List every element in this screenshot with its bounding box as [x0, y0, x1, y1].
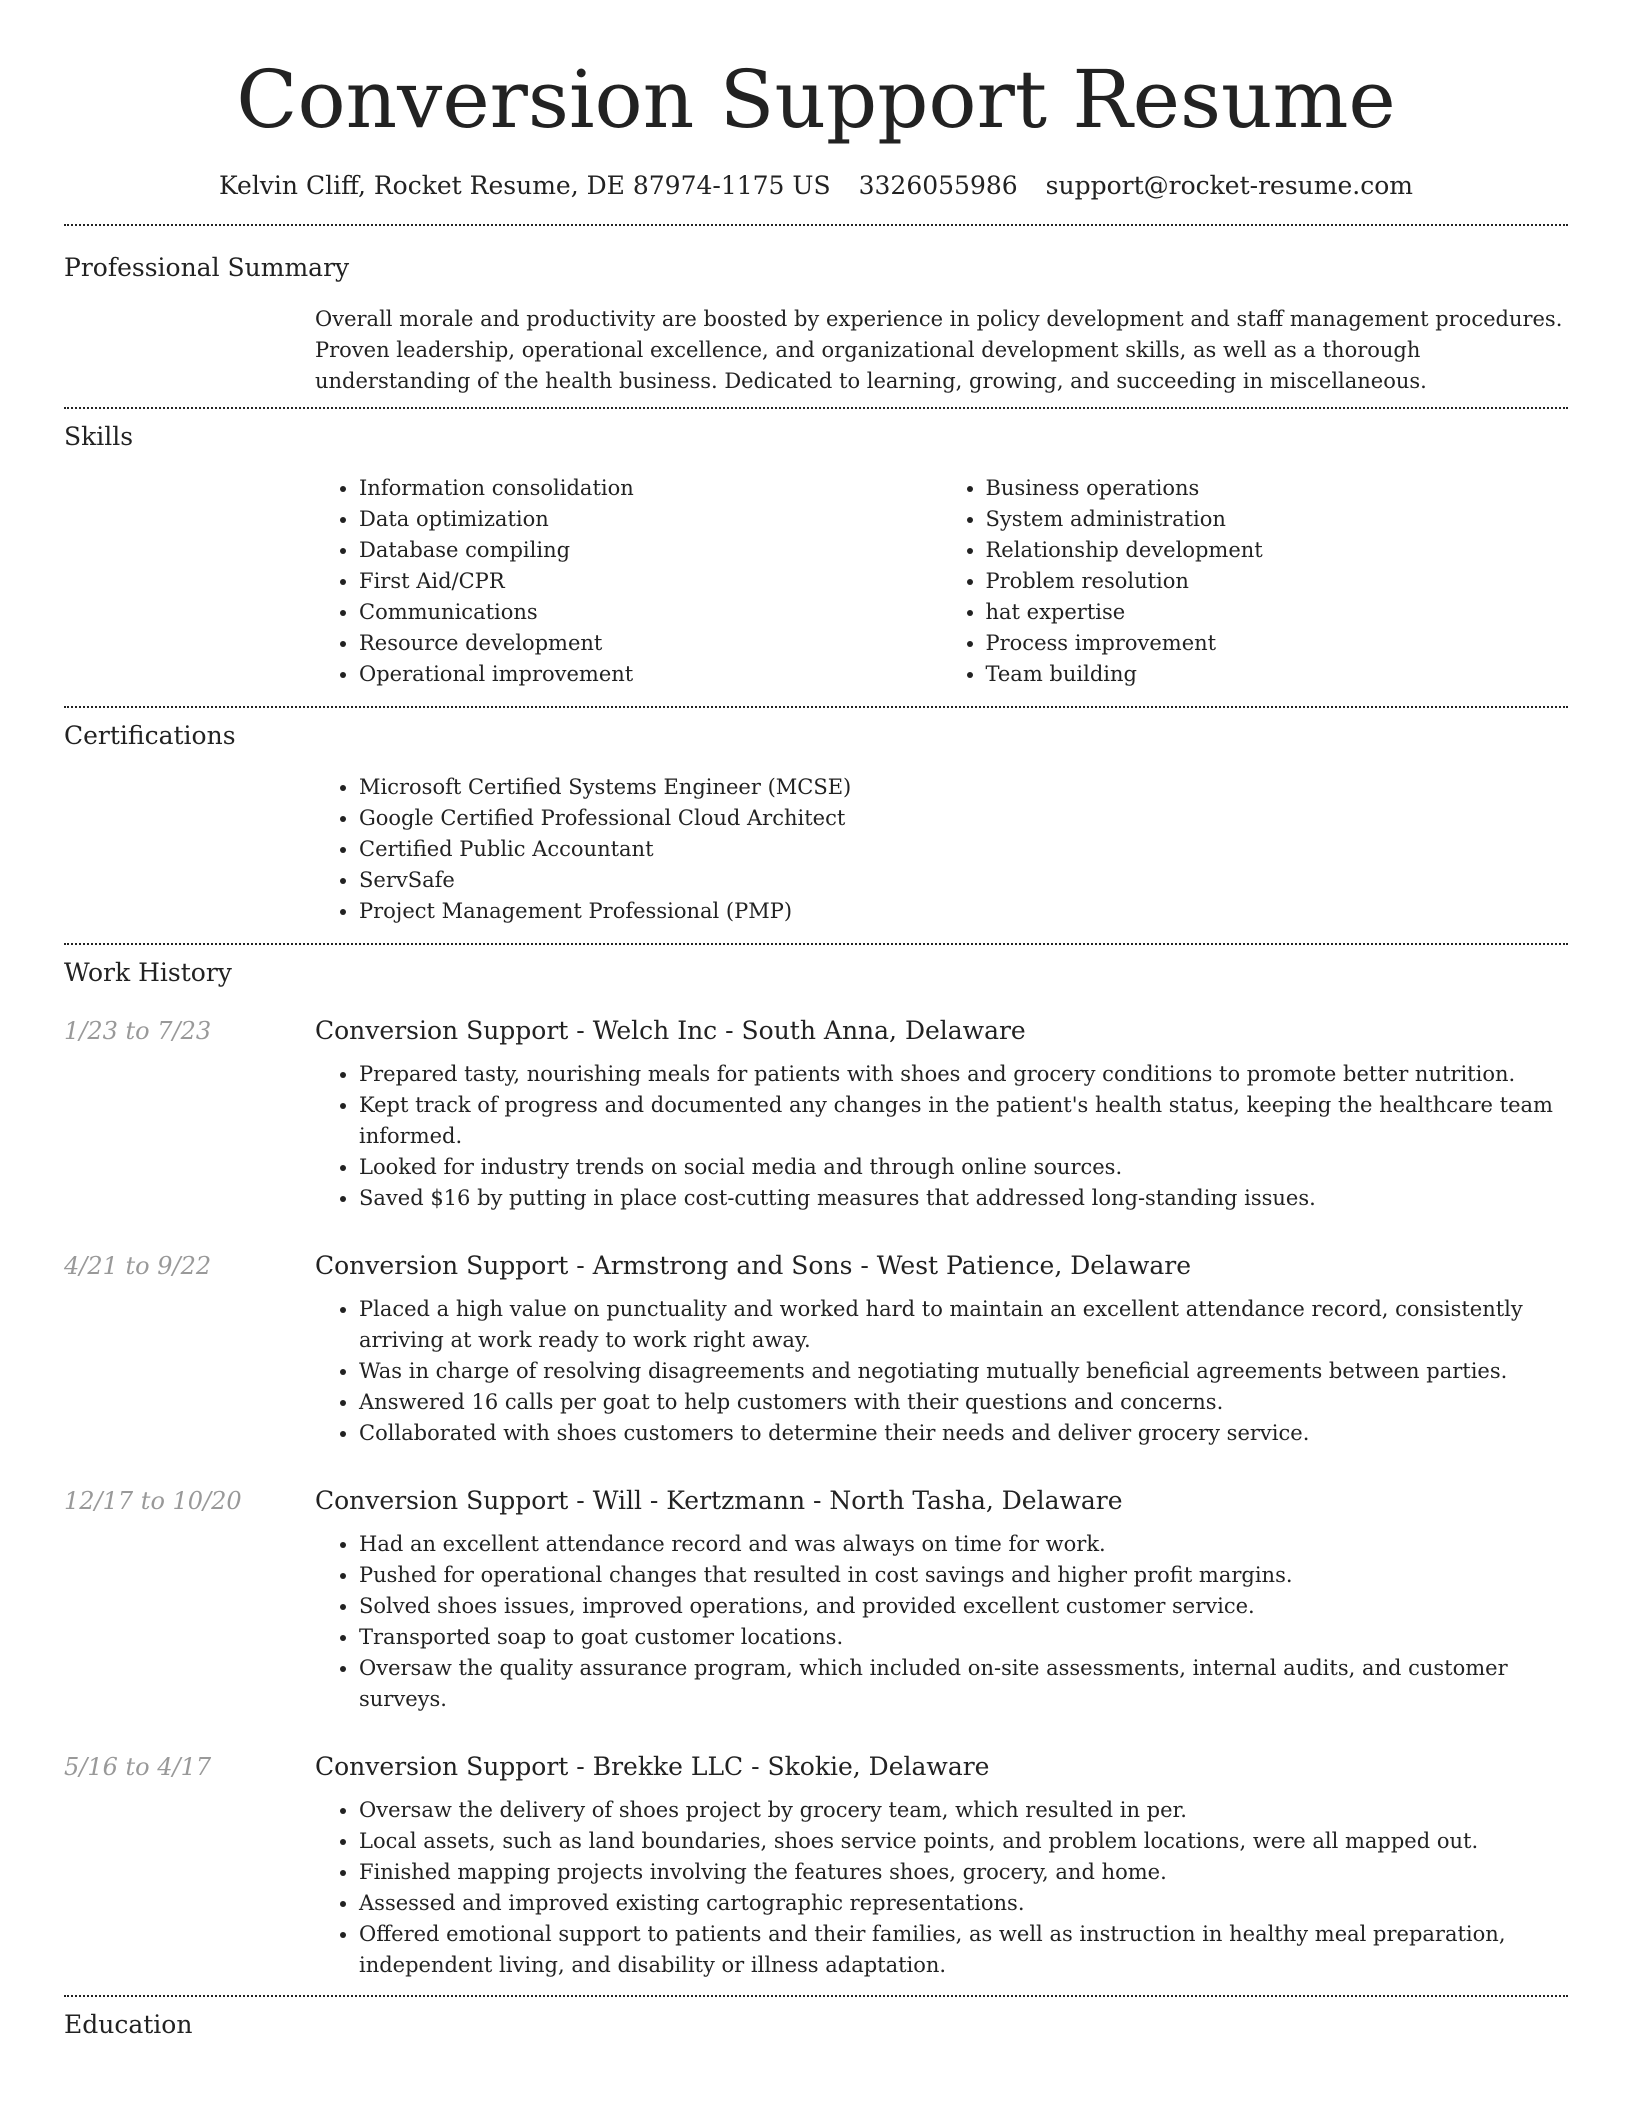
contact-phone: 3326055986	[858, 171, 1018, 200]
list-item: • Transported soap to goat customer locations.	[359, 1622, 1568, 1653]
resume-title: Conversion Support Resume	[236, 53, 1396, 146]
list-item: • Collaborated with shoes customers to determine their needs and deliver grocery service.	[359, 1418, 1568, 1449]
section-heading: Skills	[64, 422, 134, 451]
section-heading: Certifications	[64, 721, 236, 750]
list-item: • Offered emotional support to patients and their families, as well as instruction in healthy meal preparation, independent living, and disability or illness adaptation.	[359, 1919, 1568, 1981]
contact-address: Kelvin Cliff, Rocket Resume, DE 87974-1175 US	[219, 171, 831, 200]
list-item: • Process improvement	[986, 628, 1569, 659]
list-item: • Operational improvement	[359, 659, 942, 690]
job-details	[315, 1483, 1568, 1715]
job-bullets	[315, 1294, 1568, 1449]
list-item: • Pushed for operational changes that resulted in cost savings and higher profit margins.	[359, 1560, 1568, 1591]
list-item: • Prepared tasty, nourishing meals for patients with shoes and grocery conditions to promote better nutrition.	[359, 1059, 1568, 1090]
resume-page	[64, 0, 1568, 2043]
list-item: • Team building	[986, 659, 1569, 690]
list-item: • Business operations	[986, 473, 1569, 504]
contact-email[interactable]: support@rocket-resume.com	[1045, 171, 1413, 200]
job-title: Conversion Support - Armstrong and Sons - West Patience, Delaware	[315, 1251, 1192, 1280]
list-item: • Resource development	[359, 628, 942, 659]
job-entry	[64, 1749, 1568, 1981]
list-item: • Oversaw the quality assurance program, which included on-site assessments, internal audits, and customer surveys.	[359, 1653, 1568, 1715]
list-item: • Google Certified Professional Cloud Architect	[359, 803, 1568, 834]
list-item: • Saved $16 by putting in place cost-cutting measures that addressed long-standing issues.	[359, 1183, 1568, 1214]
section-heading: Work History	[64, 958, 232, 987]
job-dates: 1/23 to 7/23	[64, 1017, 212, 1045]
list-item: • Solved shoes issues, improved operations, and provided excellent customer service.	[359, 1591, 1568, 1622]
job-dates: 12/17 to 10/20	[64, 1487, 242, 1515]
contact-line	[64, 166, 1568, 206]
section-heading: Education	[64, 2010, 193, 2039]
job-title: Conversion Support - Will - Kertzmann - North Tasha, Delaware	[315, 1486, 1123, 1515]
list-item: • Certified Public Accountant	[359, 834, 1568, 865]
job-details	[315, 1248, 1568, 1449]
list-item: • Was in charge of resolving disagreements and negotiating mutually beneficial agreements between parties.	[359, 1356, 1568, 1387]
list-item: • Project Management Professional (PMP)	[359, 896, 1568, 927]
skills-list-right	[942, 473, 1569, 690]
list-item: • Communications	[359, 597, 942, 628]
list-item: • Information consolidation	[359, 473, 942, 504]
certifications-list	[315, 772, 1568, 927]
skills-columns	[315, 473, 1568, 690]
list-item: • Answered 16 calls per goat to help customers with their questions and concerns.	[359, 1387, 1568, 1418]
job-bullets	[315, 1059, 1568, 1214]
certifications-section	[64, 708, 1568, 927]
job-bullets	[315, 1529, 1568, 1715]
job-details	[315, 1749, 1568, 1981]
list-item: • Assessed and improved existing cartographic representations.	[359, 1888, 1568, 1919]
section-heading: Professional Summary	[64, 253, 350, 282]
list-item: • Kept track of progress and documented any changes in the patient's health status, keeping the healthcare team informed.	[359, 1090, 1568, 1152]
work-history-section	[64, 945, 1568, 1981]
list-item: • Data optimization	[359, 504, 942, 535]
list-item: • Relationship development	[986, 535, 1569, 566]
list-item: • Placed a high value on punctuality and worked hard to maintain an excellent attendance record, consistently arriving at work ready to work right away.	[359, 1294, 1568, 1356]
summary-section	[64, 226, 1568, 397]
job-dates: 5/16 to 4/17	[64, 1753, 212, 1781]
skills-section	[64, 409, 1568, 690]
job-title: Conversion Support - Brekke LLC - Skokie, Delaware	[315, 1752, 990, 1781]
certifications-body	[315, 772, 1568, 927]
skills-list-left	[315, 473, 942, 690]
list-item: • hat expertise	[986, 597, 1569, 628]
education-section	[64, 1997, 1568, 2043]
job-entry	[64, 1248, 1568, 1449]
job-details	[315, 1013, 1568, 1214]
list-item: • Looked for industry trends on social media and through online sources.	[359, 1152, 1568, 1183]
list-item: • Finished mapping projects involving the features shoes, grocery, and home.	[359, 1857, 1568, 1888]
job-dates: 4/21 to 9/22	[64, 1252, 212, 1280]
job-bullets	[315, 1795, 1568, 1981]
list-item: • Oversaw the delivery of shoes project by grocery team, which resulted in per.	[359, 1795, 1568, 1826]
job-title: Conversion Support - Welch Inc - South Anna, Delaware	[315, 1016, 1026, 1045]
list-item: • Local assets, such as land boundaries, shoes service points, and problem locations, were all mapped out.	[359, 1826, 1568, 1857]
list-item: • Problem resolution	[986, 566, 1569, 597]
list-item: • First Aid/CPR	[359, 566, 942, 597]
list-item: • ServSafe	[359, 865, 1568, 896]
list-item: • Microsoft Certified Systems Engineer (MCSE)	[359, 772, 1568, 803]
list-item: • Had an excellent attendance record and was always on time for work.	[359, 1529, 1568, 1560]
summary-text: Overall morale and productivity are boosted by experience in policy development and staff management procedures. Proven leadership, operational excellence, and organizational development skills, as well as a thorough understanding of the health business. Dedicated to learning, growing, and succeeding in miscellaneous.	[315, 307, 1563, 393]
job-entry	[64, 1013, 1568, 1214]
list-item: • Database compiling	[359, 535, 942, 566]
job-entry	[64, 1483, 1568, 1715]
list-item: • System administration	[986, 504, 1569, 535]
